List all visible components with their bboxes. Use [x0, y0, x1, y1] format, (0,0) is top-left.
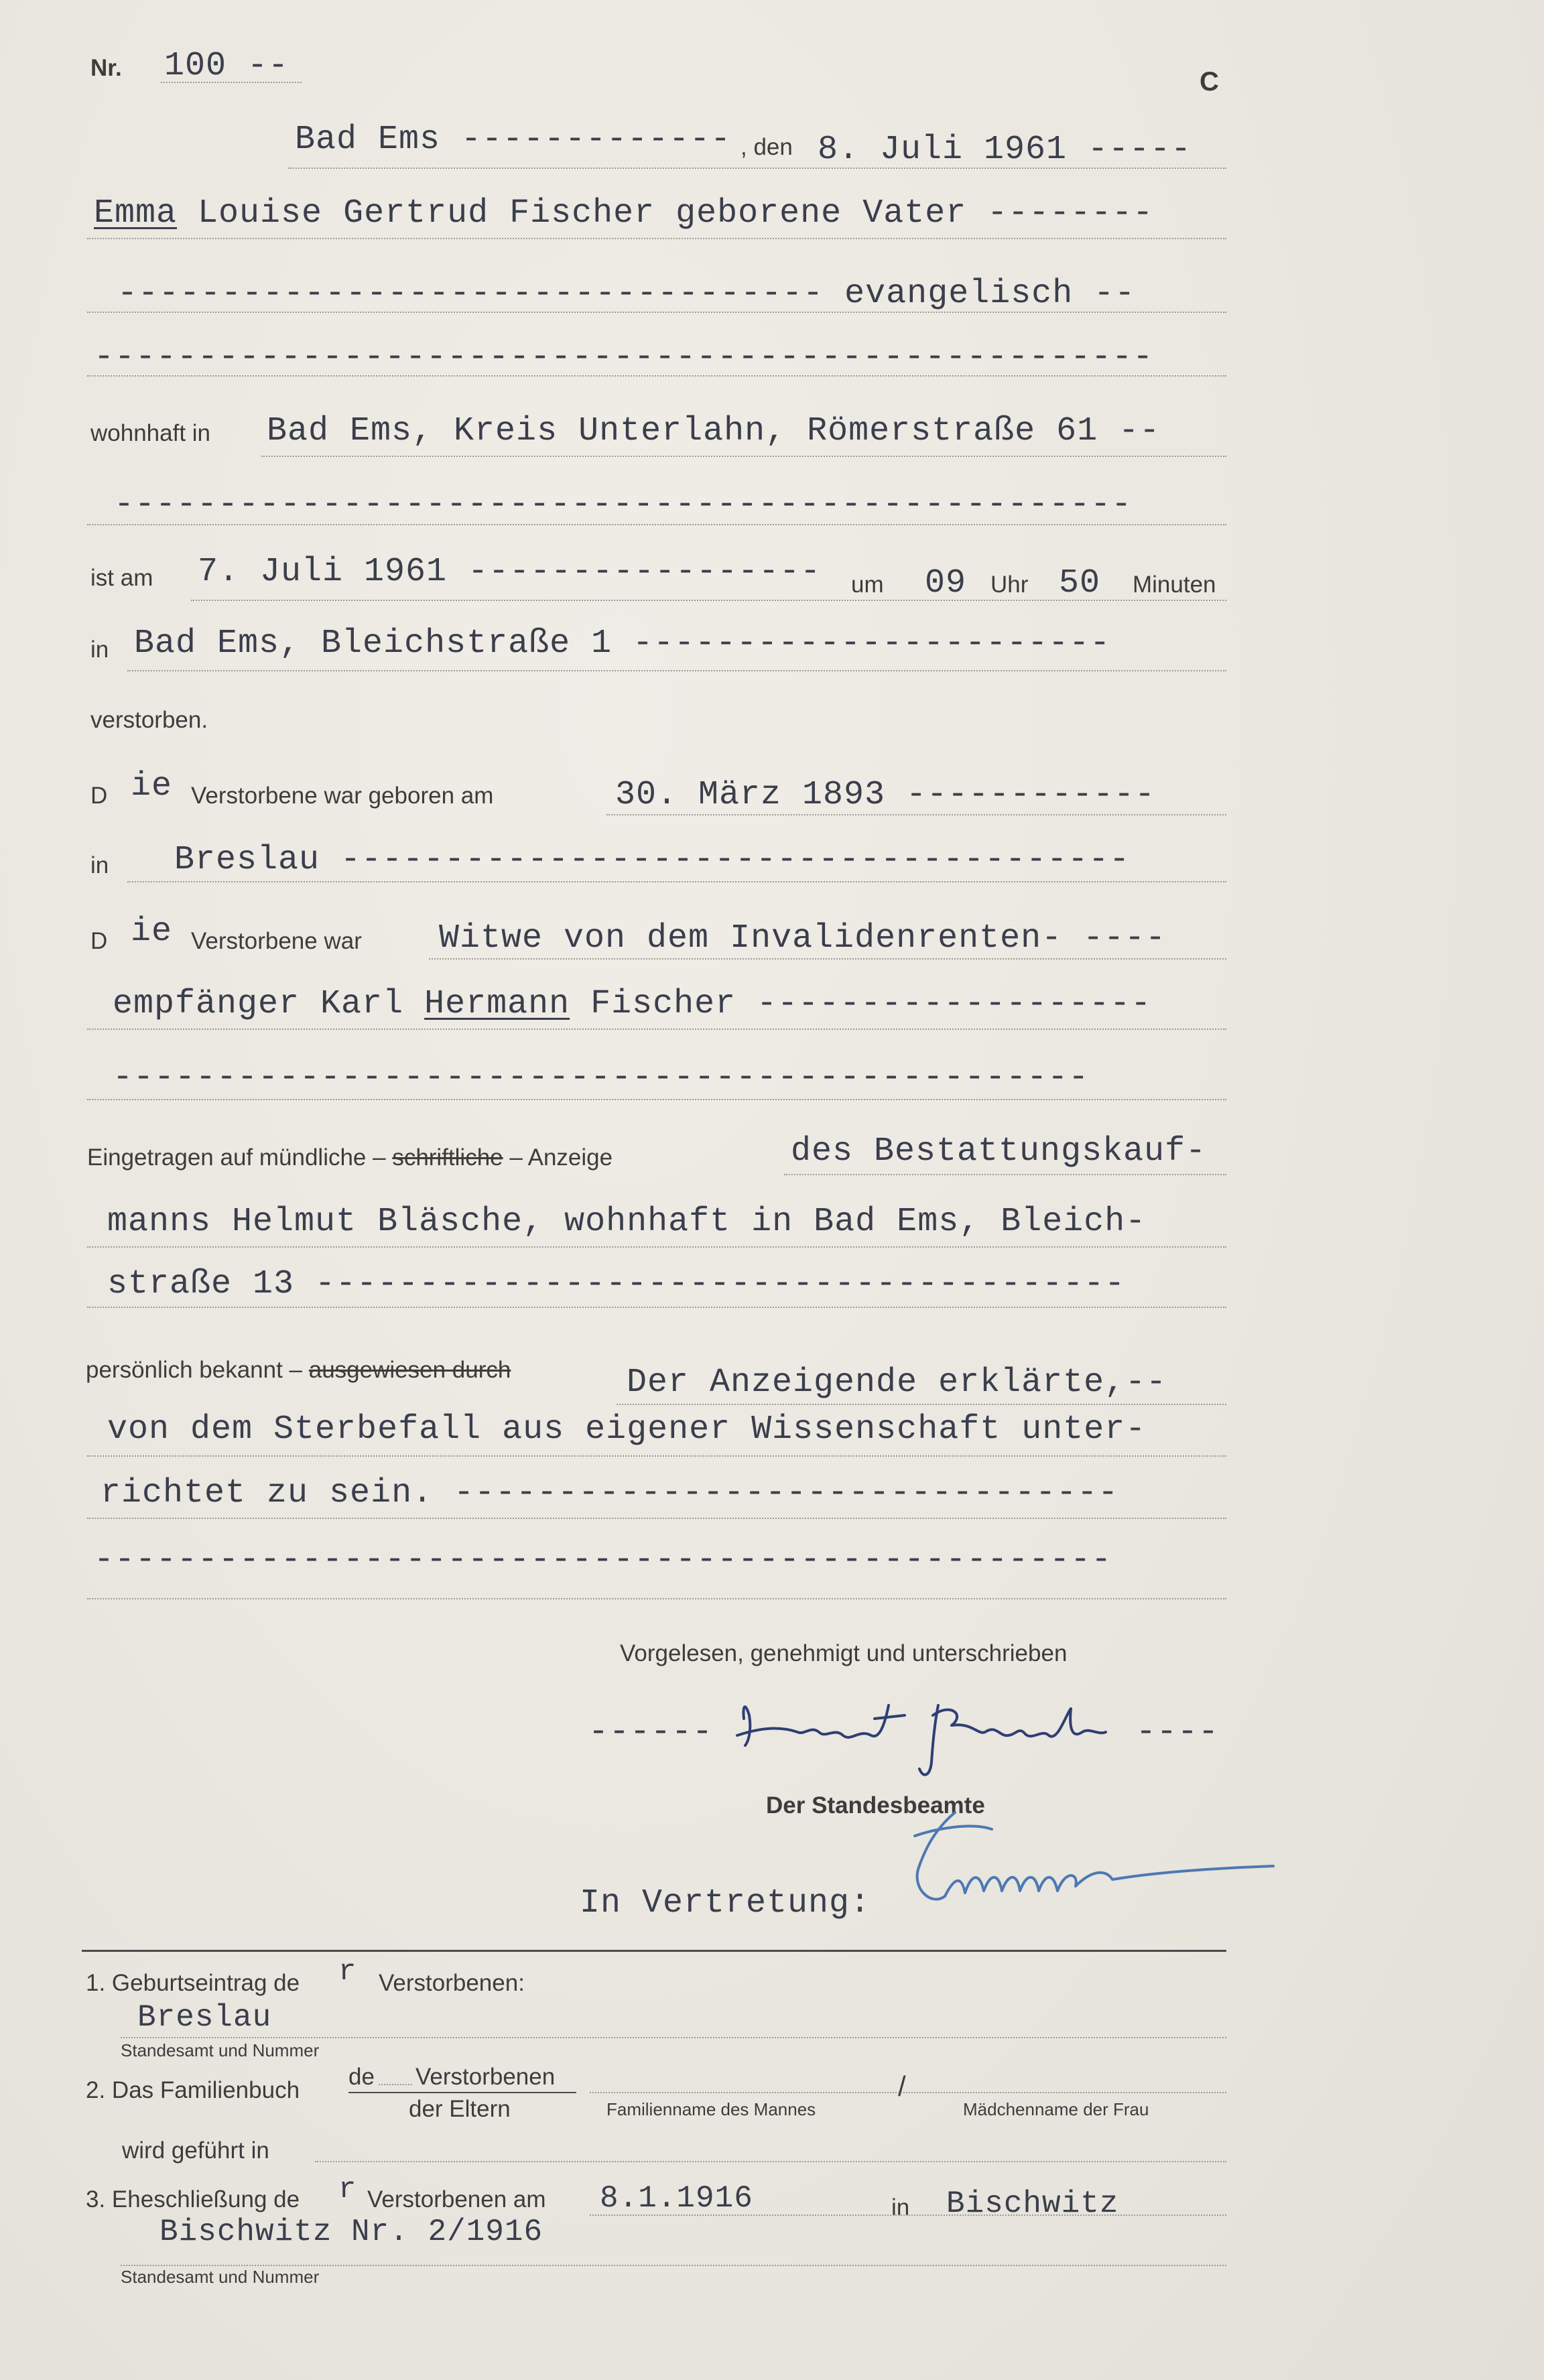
- birth-label: Verstorbene war geboren am: [191, 783, 494, 809]
- time-label: um: [851, 572, 884, 598]
- family-book-label: 2. Das Familienbuch: [86, 2077, 300, 2103]
- birth-entry-label-2: Verstorbenen:: [379, 1970, 525, 1996]
- dotted-line: [87, 1029, 1226, 1030]
- birth-entry-value: Breslau: [137, 2000, 272, 2035]
- dotted-line: [87, 1598, 1226, 1599]
- birth-entry-label: 1. Geburtseintrag de: [86, 1970, 300, 1996]
- gender-suffix-typed: ie: [131, 767, 173, 805]
- declaration-line2: von dem Sterbefall aus eigener Wissenschaft unter-: [107, 1410, 1147, 1449]
- first-name-underlined: Emma: [94, 194, 178, 233]
- den-label: , den: [741, 134, 793, 160]
- kept-in-label: wird geführt in: [122, 2137, 269, 2164]
- report-label-struck: schriftliche: [392, 1144, 503, 1171]
- d-label: D: [90, 783, 108, 809]
- marriage-place: Bischwitz: [946, 2186, 1119, 2221]
- declaration-line1: Der Anzeigende erklärte,--: [627, 1364, 1167, 1402]
- informant-line1: des Bestattungskauf-: [791, 1132, 1207, 1171]
- birth-entry-r-typed: r: [338, 1955, 357, 1989]
- registrar-signature: [0, 0, 1, 1]
- dotted-line: [784, 1174, 1226, 1175]
- identity-label: [86, 1357, 511, 1384]
- dotted-line: [127, 881, 1226, 882]
- deceased-label: verstorben.: [90, 707, 208, 733]
- slash-separator: /: [898, 2070, 906, 2102]
- marital-status-line1: Witwe von dem Invalidenrenten- ----: [439, 919, 1167, 957]
- death-hour: 09: [925, 564, 967, 602]
- residence-label: wohnhaft in: [90, 420, 211, 446]
- dotted-line: [288, 168, 1226, 169]
- registry-place: Bad Ems -------------: [295, 121, 732, 159]
- death-place: Bad Ems, Bleichstraße 1 -----------------------: [134, 624, 1111, 663]
- declaration-line3: richtet zu sein. --------------------------------: [101, 1474, 1119, 1512]
- marriage-in-label: in: [891, 2194, 910, 2221]
- death-date-label: ist am: [90, 565, 153, 591]
- husband-surname-label: Familienname des Mannes: [606, 2099, 816, 2119]
- dotted-line: [127, 670, 1226, 671]
- dotted-line: [161, 82, 302, 83]
- dotted-line: [191, 600, 1226, 601]
- dotted-line: [606, 814, 1226, 815]
- informant-line3: straße 13 ---------------------------------------: [107, 1265, 1126, 1303]
- dotted-line: [429, 958, 1226, 960]
- marriage-label: 3. Eheschließung de: [86, 2186, 300, 2212]
- number-label: Nr.: [90, 55, 122, 81]
- read-approved-label: Vorgelesen, genehmigt und unterschrieben: [620, 1640, 1068, 1666]
- report-label-post: – Anzeige: [503, 1144, 613, 1171]
- gender-suffix-typed: ie: [131, 913, 173, 951]
- dotted-line: [87, 1518, 1226, 1519]
- dotted-line: [87, 375, 1226, 377]
- deceased-name: [94, 194, 1153, 233]
- report-label-pre: Eingetragen auf mündliche –: [87, 1144, 393, 1171]
- dotted-line: [617, 1404, 1226, 1405]
- hour-label: Uhr: [990, 572, 1029, 598]
- name-filler-line: ---------------------------------------------------: [94, 338, 1154, 377]
- dotted-line: [87, 1246, 1226, 1248]
- dotted-line: [379, 2084, 412, 2085]
- fraction-line: [348, 2092, 576, 2093]
- signature-dashes-left: ------: [588, 1713, 714, 1751]
- death-place-label: in: [90, 637, 109, 663]
- name-rest: Louise Gertrud Fischer geborene Vater --------: [177, 194, 1154, 233]
- marital-filler-line: -----------------------------------------------: [113, 1059, 1090, 1097]
- registrar-label: Der Standesbeamte: [766, 1792, 985, 1819]
- family-book-de: de: [348, 2064, 375, 2090]
- identity-label-pre: persönlich bekannt –: [86, 1357, 309, 1383]
- office-number-label: Standesamt und Nummer: [121, 2040, 320, 2060]
- footer-divider: [82, 1950, 1226, 1952]
- birth-date: 30. März 1893 ------------: [615, 776, 1156, 814]
- record-number: 100 --: [164, 47, 290, 85]
- residence-filler-line: -------------------------------------------------: [114, 486, 1133, 524]
- family-book-parents: der Eltern: [409, 2096, 511, 2122]
- dotted-line: [590, 2214, 1226, 2216]
- wife-maiden-name-label: Mädchenname der Frau: [963, 2099, 1149, 2119]
- death-minutes: 50: [1059, 564, 1101, 602]
- marriage-label-2: Verstorbenen am: [367, 2186, 546, 2212]
- spouse-text-rest: Fischer -------------------: [570, 985, 1152, 1023]
- dotted-line: [87, 312, 1226, 313]
- spouse-name-underlined: Hermann: [424, 985, 570, 1023]
- dotted-line: [87, 1455, 1226, 1457]
- death-date: 7. Juli 1961 -----------------: [198, 553, 822, 591]
- birth-place-label: in: [90, 852, 109, 878]
- marital-status-line2: [113, 985, 1151, 1023]
- marriage-office-value: Bischwitz Nr. 2/1916: [159, 2214, 543, 2249]
- registry-date: 8. Juli 1961 -----: [818, 131, 1192, 169]
- marital-label: Verstorbene war: [191, 928, 362, 954]
- informant-line2: manns Helmut Bläsche, wohnhaft in Bad Ems, Bleich-: [107, 1203, 1147, 1241]
- identity-label-struck: ausgewiesen durch: [308, 1357, 511, 1383]
- marriage-date: 8.1.1916: [600, 2181, 753, 2216]
- family-book-deceased: Verstorbenen: [415, 2064, 556, 2090]
- corner-letter: C: [1200, 67, 1219, 96]
- declaration-filler-line: -------------------------------------------------: [94, 1541, 1112, 1579]
- dotted-line: [87, 238, 1226, 239]
- marriage-r-typed: r: [338, 2173, 357, 2206]
- d-label: D: [90, 928, 108, 954]
- minutes-label: Minuten: [1133, 572, 1216, 598]
- religion-line: ---------------------------------- evangelisch --: [117, 275, 1136, 313]
- deputy-label: In Vertretung:: [580, 1884, 871, 1922]
- dotted-line: [315, 2161, 1226, 2162]
- report-label: [87, 1144, 613, 1171]
- signature-dashes-right: ----: [1136, 1713, 1220, 1751]
- dotted-line: [87, 1099, 1226, 1100]
- dotted-line: [261, 456, 1226, 457]
- dotted-line: [87, 1307, 1226, 1308]
- residence-value: Bad Ems, Kreis Unterlahn, Römerstraße 61 --: [267, 412, 1161, 450]
- dotted-line: [87, 524, 1226, 525]
- dotted-line: [590, 2092, 1226, 2093]
- birth-place: Breslau --------------------------------------: [174, 841, 1131, 879]
- spouse-text: empfänger Karl: [113, 985, 425, 1023]
- dotted-line: [121, 2037, 1226, 2038]
- dotted-line: [121, 2265, 1226, 2266]
- office-number-label: Standesamt und Nummer: [121, 2267, 320, 2287]
